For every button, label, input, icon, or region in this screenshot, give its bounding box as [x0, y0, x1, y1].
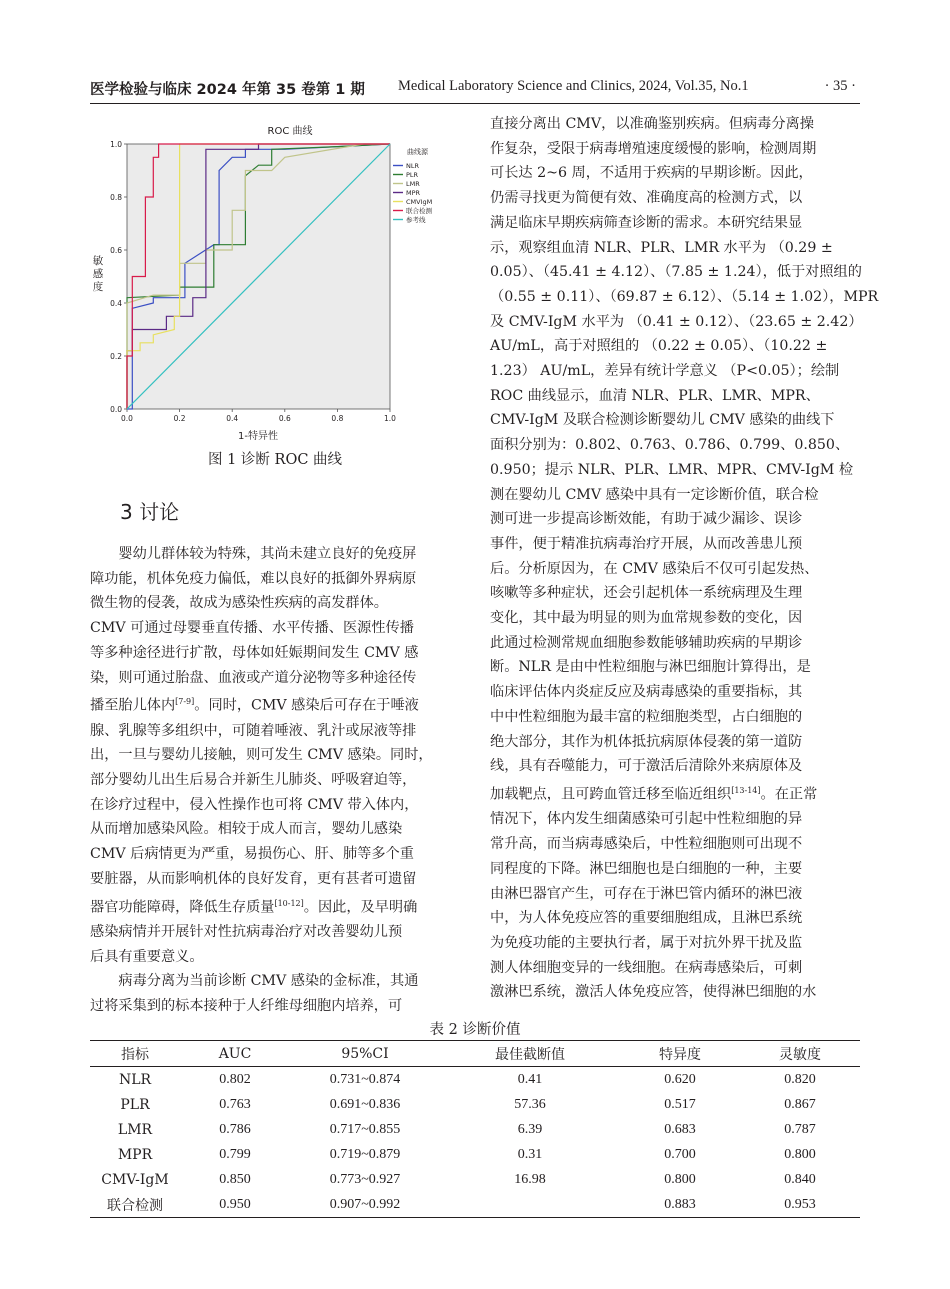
- right-text-line: 直接分离出 CMV，以准确鉴别疾病。但病毒分离操: [490, 116, 814, 132]
- table-row: [90, 1167, 860, 1192]
- right-text-line: 断。NLR 是由中性粒细胞与淋巴细胞计算得出，是: [490, 659, 811, 676]
- table-row: [90, 1092, 860, 1117]
- journal-title-en: Medical Laboratory Science and Clinics, 2024, Vol.35, No.1: [398, 78, 749, 94]
- right-text-line: AU/mL，高于对照组的 （0.22 ± 0.05）、（10.22 ±: [490, 338, 828, 355]
- table-cell: 0.763: [219, 1096, 251, 1112]
- right-text-line: 由淋巴器官产生，可存在于淋巴管内循环的淋巴液: [490, 885, 803, 902]
- x-axis-label: 1-特异性: [238, 431, 278, 442]
- table-cell: 0.950: [219, 1196, 251, 1212]
- table-cell: 0.620: [664, 1071, 696, 1087]
- right-text-line: 中中性粒细胞为最丰富的粒细胞类型，占白细胞的: [490, 708, 803, 725]
- right-text-line: 面积分别为：0.802、0.763、0.786、0.799、0.850、: [490, 437, 850, 454]
- table-cell: 0.691~0.836: [329, 1096, 401, 1112]
- left-text-line: 部分婴幼儿出生后易合并新生儿肺炎、呼吸窘迫等，: [90, 772, 417, 789]
- table-header-cell: 最佳截断值: [495, 1046, 565, 1063]
- right-text-line: 0.950；提示 NLR、PLR、LMR、MPR、CMV-IgM 检: [490, 461, 854, 478]
- running-header: [90, 78, 860, 100]
- left-text-line: 感染病情并开展针对性抗病毒治疗对改善婴幼儿预: [90, 924, 403, 941]
- y-tick-label: 0.8: [110, 193, 122, 202]
- table-cell: LMR: [117, 1121, 153, 1138]
- journal-title-cn: 医学检验与临床 2024 年第 35 卷第 1 期: [90, 82, 365, 98]
- right-text-line: ROC 曲线显示，血清 NLR、PLR、LMR、MPR、: [490, 387, 820, 404]
- table-cell: 0.800: [664, 1171, 696, 1187]
- table-cell: 0.840: [784, 1171, 816, 1187]
- right-text-line: 此通过检测常规血细胞参数能够辅助疾病的早期诊: [490, 634, 803, 651]
- table-row: [90, 1067, 860, 1093]
- right-text-line: 情况下，体内发生细菌感染可引起中性粒细胞的异: [490, 811, 803, 828]
- legend-entry: PLR: [406, 171, 419, 179]
- y-tick-label: 0.6: [110, 246, 122, 255]
- table-cell: 0.41: [517, 1071, 543, 1087]
- y-axis-label: [93, 255, 104, 293]
- left-text-line: 障功能，机体免疫力偏低，难以良好的抵御外界病原: [90, 570, 417, 587]
- table-cell: MPR: [117, 1146, 153, 1163]
- left-text-line: 播至胎儿体内[7-9]。同时，CMV 感染后可存在于唾液: [90, 697, 419, 714]
- right-text-line: 后。分析原因为，在 CMV 感染后不仅可引起发热、: [490, 560, 819, 577]
- x-tick-label: 1.0: [384, 414, 396, 423]
- figure-roc: [90, 112, 460, 482]
- table-cell: 0.867: [784, 1096, 816, 1112]
- left-text-line: CMV 后病情更为严重，易损伤心、肝、肺等多个重: [90, 846, 414, 863]
- table-cell: 0.953: [784, 1196, 816, 1212]
- table-header-cell: 特异度: [659, 1046, 701, 1063]
- table-header-cell: 指标: [121, 1046, 149, 1063]
- left-text-line: 病毒分离为当前诊断 CMV 感染的金标准，其通: [90, 973, 419, 990]
- x-tick-label: 0.8: [331, 414, 344, 423]
- right-text-line: 1.23） AU/mL，差异有统计学意义 （P<0.05）；绘制: [490, 363, 840, 380]
- table-cell: CMV-IgM: [101, 1171, 169, 1188]
- left-text-line: 过将采集到的标本接种于人纤维母细胞内培养，可: [90, 998, 403, 1015]
- table-cell: 6.39: [517, 1121, 543, 1137]
- table-header-cell: 95%CI: [341, 1045, 389, 1062]
- left-text-line: 从而增加感染风险。相较于成人而言，婴幼儿感染: [90, 821, 403, 838]
- table-row: [90, 1142, 860, 1167]
- legend-entry: MPR: [406, 189, 421, 197]
- y-axis-label-char: 敏: [92, 255, 104, 267]
- right-text-line: 为免疫功能的主要执行者，属于对抗外界干扰及监: [490, 934, 803, 951]
- right-body-text: [490, 112, 879, 1005]
- right-text-line: 及 CMV-IgM 水平为 （0.41 ± 0.12）、（23.65 ± 2.42）: [490, 313, 863, 330]
- table-cell: 0.883: [664, 1196, 696, 1212]
- table-cell: 0.907~0.992: [329, 1196, 401, 1212]
- table-cell: 0.786: [219, 1121, 251, 1137]
- x-tick-label: 0.0: [121, 414, 133, 423]
- table-row: [90, 1117, 860, 1142]
- table-header-row: [90, 1041, 860, 1067]
- right-text-line: 临床评估体内炎症反应及病毒感染的重要指标，其: [490, 684, 803, 701]
- left-text-line: 器官功能障碍，降低生存质量[10-12]。因此，及早明确: [90, 898, 418, 916]
- y-tick-label: 0.2: [110, 352, 122, 361]
- x-tick-label: 0.4: [226, 414, 239, 423]
- table-header-cell: AUC: [218, 1045, 252, 1062]
- right-text-line: 仍需寻找更为简便有效、准确度高的检测方式，以: [490, 190, 803, 207]
- table-cell: 0.31: [517, 1146, 543, 1162]
- legend-title: 曲线源: [407, 148, 428, 156]
- right-text-line: 咳嗽等多种症状，还会引起机体一系统病理及生理: [490, 585, 803, 602]
- table-row: [90, 1192, 860, 1218]
- right-text-line: CMV-IgM 及联合检测诊断婴幼儿 CMV 感染的曲线下: [490, 412, 835, 429]
- left-text-line: 微生物的侵袭，故成为感染性疾病的高发群体。: [90, 595, 388, 612]
- roc-chart: [90, 112, 460, 442]
- header-rule: [90, 103, 860, 104]
- chart-title: ROC 曲线: [267, 126, 313, 137]
- right-text-line: 满足临床早期疾病筛查诊断的需求。本研究结果显: [490, 214, 803, 231]
- table-cell: 0.717~0.855: [329, 1121, 401, 1137]
- legend-entry: 联合检测: [406, 207, 432, 215]
- y-axis-label-char: 感: [92, 268, 104, 280]
- table-cell: 0.802: [219, 1071, 251, 1087]
- right-text-line: 常升高，而当病毒感染后，中性粒细胞则可出现不: [490, 836, 803, 853]
- table-cell: 0.787: [784, 1121, 816, 1137]
- table-caption: 表 2 诊断价值: [429, 1022, 521, 1038]
- table-cell: NLR: [118, 1071, 152, 1088]
- left-text-line: 要脏器，从而影响机体的良好发育，更有甚者可遗留: [90, 870, 417, 887]
- table-header-cell: 灵敏度: [779, 1046, 821, 1063]
- diagnostic-table: [90, 1040, 860, 1218]
- right-text-line: 事件，便于精准抗病毒治疗开展，从而改善患儿预: [490, 535, 803, 552]
- right-text-line: 0.05）、（45.41 ± 4.12）、（7.85 ± 1.24），低于对照组的: [490, 264, 862, 281]
- left-text-line: 后具有重要意义。: [90, 948, 204, 965]
- right-text-line: 可长达 2~6 周，不适用于疾病的早期诊断。因此，: [490, 165, 813, 182]
- right-text-line: 绝大部分，其作为机体抵抗病原体侵袭的第一道防: [490, 733, 803, 750]
- table-cell: 0.700: [664, 1146, 696, 1162]
- left-text-line: 染，则可通过胎盘、血液或产道分泌物等多种途径传: [90, 669, 417, 686]
- left-text-line: 婴幼儿群体较为特殊，其尚未建立良好的免疫屏: [90, 546, 417, 562]
- table-cell: [440, 1192, 620, 1218]
- right-text-line: 测人体细胞变异的一线细胞。在病毒感染后，可刺: [490, 959, 803, 976]
- y-tick-label: 0.4: [110, 299, 122, 308]
- page-number: · 35 ·: [824, 78, 856, 94]
- table-cell: 0.773~0.927: [329, 1171, 401, 1187]
- table-cell: 0.719~0.879: [329, 1146, 401, 1162]
- table-cell: 16.98: [514, 1171, 546, 1187]
- section-title: 3 讨论: [120, 500, 180, 524]
- left-text-line: 出，一旦与婴幼儿接触，则可发生 CMV 感染。同时，: [90, 747, 433, 764]
- right-text-line: 同程度的下降。淋巴细胞也是白细胞的一种，主要: [490, 860, 803, 877]
- x-tick-label: 0.2: [173, 414, 186, 423]
- right-text-line: （0.55 ± 0.11）、（69.87 ± 6.12）、（5.14 ± 1.02），MPR: [490, 288, 879, 305]
- right-text-line: 线，具有吞噬能力，可于激活后清除外来病原体及: [490, 758, 803, 775]
- y-axis-label-char: 度: [92, 281, 104, 293]
- left-text-line: 在诊疗过程中，侵入性操作也可将 CMV 带入体内，: [90, 796, 419, 813]
- right-text-line: 变化，其中最为明显的则为血常规参数的变化，因: [490, 610, 803, 627]
- legend-entry: LMR: [406, 180, 420, 188]
- table-cell: 0.731~0.874: [329, 1071, 401, 1087]
- figure-caption: 图 1 诊断 ROC 曲线: [207, 452, 343, 468]
- table-cell: 0.517: [664, 1096, 696, 1112]
- left-text-line: CMV 可通过母婴垂直传播、水平传播、医源性传播: [90, 620, 414, 637]
- left-text-line: 腺、乳腺等多组织中，可随着唾液、乳汁或尿液等排: [90, 722, 417, 739]
- right-text-line: 中，为人体免疫应答的重要细胞组成，且淋巴系统: [490, 910, 803, 927]
- right-text-line: 作复杂，受限于病毒增殖速度缓慢的影响，检测周期: [490, 140, 817, 157]
- legend-entry: NLR: [406, 162, 419, 170]
- left-text-line: 等多种途径进行扩散，母体如妊娠期间发生 CMV 感: [90, 644, 419, 661]
- y-tick-label: 1.0: [110, 140, 122, 149]
- table-cell: 0.850: [219, 1171, 251, 1187]
- left-body-text: [90, 542, 460, 1019]
- right-text-line: 激淋巴系统，激活人体免疫应答，使得淋巴细胞的水: [490, 984, 817, 1001]
- right-text-line: 示，观察组血清 NLR、PLR、LMR 水平为 （0.29 ±: [490, 239, 833, 256]
- legend-entry: CMVIgM: [406, 198, 433, 206]
- legend-entry: 参考线: [406, 216, 426, 224]
- right-text-line: 加载靶点，且可跨血管迁移至临近组织[13-14]。在正常: [490, 785, 818, 803]
- y-tick-label: 0.0: [110, 405, 122, 414]
- table-cell: PLR: [120, 1096, 150, 1113]
- table-cell: 0.820: [784, 1071, 816, 1087]
- right-text-line: 测在婴幼儿 CMV 感染中具有一定诊断价值，联合检: [490, 486, 819, 503]
- table-cell: 0.799: [219, 1146, 251, 1162]
- table-cell: 57.36: [514, 1096, 546, 1112]
- right-text-line: 测可进一步提高诊断效能，有助于减少漏诊、误诊: [490, 511, 803, 528]
- table-cell: 联合检测: [107, 1197, 163, 1214]
- table-cell: 0.800: [784, 1146, 816, 1162]
- table-cell: 0.683: [664, 1121, 696, 1137]
- x-tick-label: 0.6: [278, 414, 291, 423]
